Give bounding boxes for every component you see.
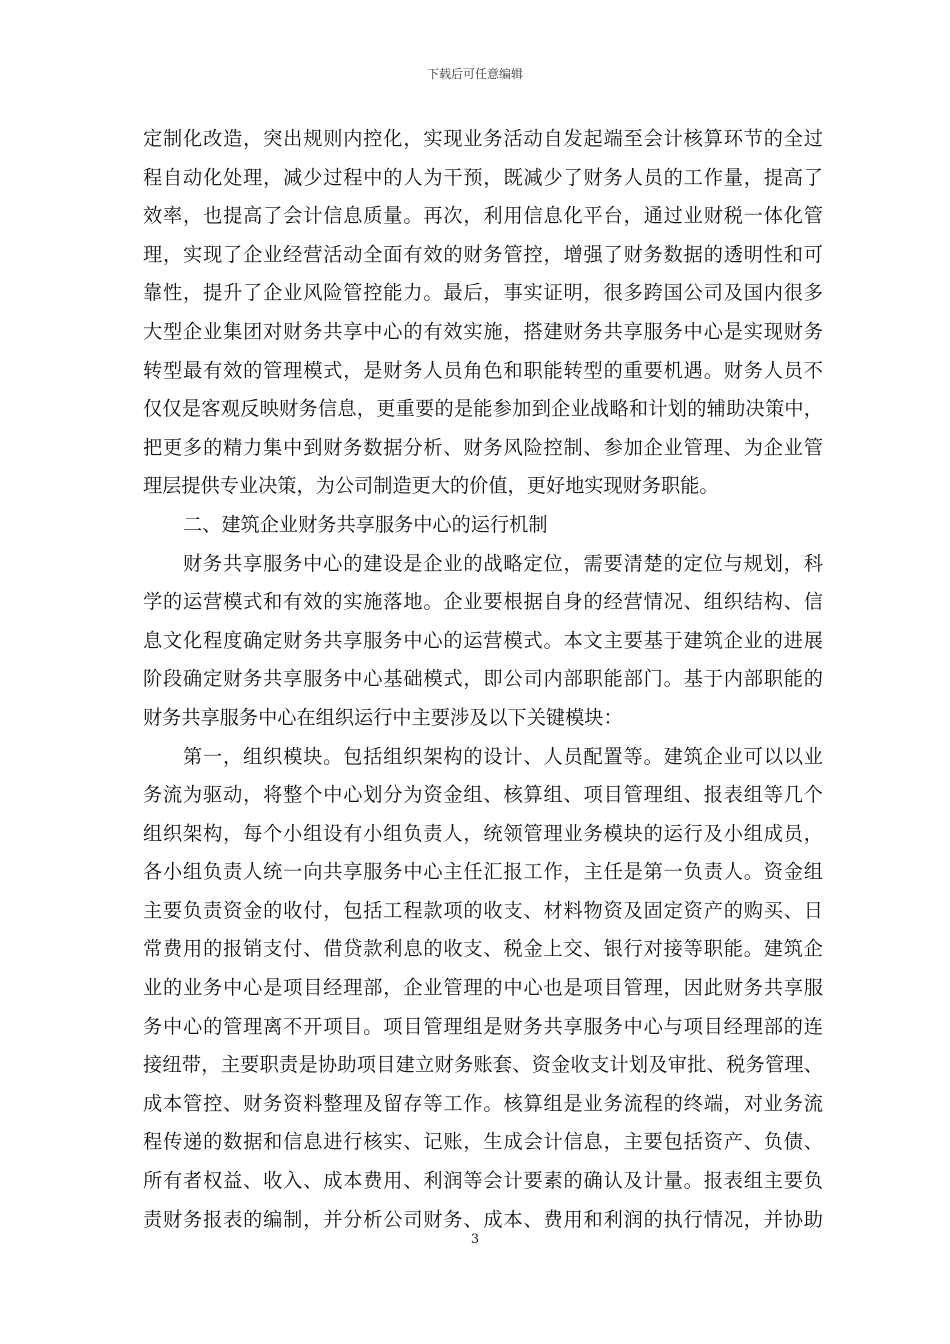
text-line: 财务共享服务中心在组织运行中主要涉及以下关键模块： <box>143 705 623 729</box>
text-line: 大型企业集团对财务共享中心的有效实施，搭建财务共享服务中心是实现财务 <box>143 319 823 343</box>
text-line: 组织架构，每个小组设有小组负责人，统领管理业务模块的运行及小组成员， <box>143 821 823 845</box>
text-line: 财务共享服务中心的建设是企业的战略定位，需要清楚的定位与规划，科 <box>183 551 823 575</box>
text-line: 常费用的报销支付、借贷款利息的收支、税金上交、银行对接等职能。建筑企 <box>143 937 823 961</box>
text-line: 成本管控、财务资料整理及留存等工作。核算组是业务流程的终端，对业务流 <box>143 1091 823 1115</box>
text-line: 务流为驱动，将整个中心划分为资金组、核算组、项目管理组、报表组等几个 <box>143 783 823 807</box>
text-line: 转型最有效的管理模式，是财务人员角色和职能转型的重要机遇。财务人员不 <box>143 358 823 382</box>
text-line: 定制化改造，突出规则内控化，实现业务活动自发起端至会计核算环节的全过 <box>143 127 823 150</box>
text-line: 二、建筑企业财务共享服务中心的运行机制 <box>183 512 548 536</box>
text-line: 程传递的数据和信息进行核实、记账，生成会计信息，主要包括资产、负债、 <box>143 1130 823 1154</box>
document-body <box>143 120 823 1239</box>
text-line: 理层提供专业决策，为公司制造更大的价值，更好地实现财务职能。 <box>143 474 719 498</box>
text-line: 学的运营模式和有效的实施落地。企业要根据自身的经营情况、组织结构、信 <box>143 590 823 614</box>
text-line: 业的业务中心是项目经理部，企业管理的中心也是项目管理，因此财务共享服 <box>143 976 823 1000</box>
text-line: 各小组负责人统一向共享服务中心主任汇报工作，主任是第一负责人。资金组 <box>143 860 823 884</box>
text-line: 所有者权益、收入、成本费用、利润等会计要素的确认及计量。报表组主要负 <box>143 1169 823 1193</box>
text-line: 息文化程度确定财务共享服务中心的运营模式。本文主要基于建筑企业的进展 <box>143 628 823 652</box>
text-line: 第一，组织模块。包括组织架构的设计、人员配置等。建筑企业可以以业 <box>183 744 823 768</box>
text-line: 阶段确定财务共享服务中心基础模式，即公司内部职能部门。基于内部职能的 <box>143 667 823 691</box>
page-header: 下载后可任意编辑 <box>426 67 523 81</box>
text-line: 理，实现了企业经营活动全面有效的财务管控，增强了财务数据的透明性和可 <box>143 242 823 266</box>
text-line: 主要负责资金的收付，包括工程款项的收支、材料物资及固定资产的购买、日 <box>143 898 823 922</box>
text-line: 仅仅是客观反映财务信息，更重要的是能参加到企业战略和计划的辅助决策中， <box>143 397 823 421</box>
text-line: 靠性，提升了企业风险管控能力。最后，事实证明，很多跨国公司及国内很多 <box>143 281 823 305</box>
text-line: 责财务报表的编制，并分析公司财务、成本、费用和利润的执行情况，并协助 <box>143 1207 823 1231</box>
text-line: 接纽带，主要职责是协助项目建立财务账套、资金收支计划及审批、税务管理、 <box>143 1053 823 1077</box>
text-line: 把更多的精力集中到财务数据分析、财务风险控制、参加企业管理、为企业管 <box>143 435 823 459</box>
text-line: 程自动化处理，减少过程中的人为干预，既减少了财务人员的工作量，提高了 <box>143 165 823 189</box>
text-line: 效率，也提高了会计信息质量。再次，利用信息化平台，通过业财税一体化管 <box>143 204 823 228</box>
page-number: 3 <box>470 1232 480 1247</box>
text-line: 务中心的管理离不开项目。项目管理组是财务共享服务中心与项目经理部的连 <box>143 1014 823 1038</box>
